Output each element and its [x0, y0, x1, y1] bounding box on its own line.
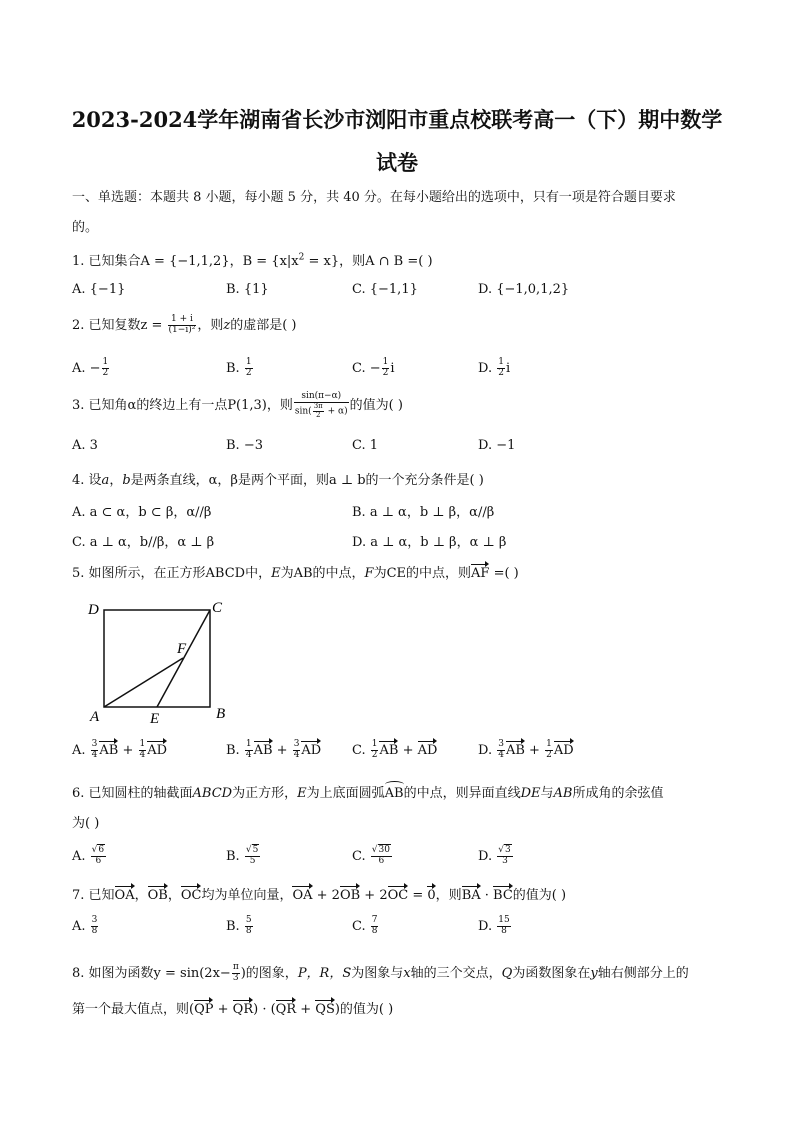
q2-option-c[interactable]: C. − $\frac{1}{2}$ i: [352, 357, 395, 378]
label-a: A: [90, 709, 100, 725]
label-f: F: [177, 641, 187, 657]
question-8-stem-cont: 第一个最大值点，则(QP + QR) · (QR + QS)的值为( ): [72, 998, 393, 1017]
q7-option-c[interactable]: C. $\frac{7}{8}$: [352, 915, 378, 936]
q5-option-a[interactable]: A. $\frac{3}{4}$ AB + $\frac{1}{4}$ AD: [72, 739, 168, 760]
q2-option-d[interactable]: D. $\frac{1}{2}$ i: [478, 357, 511, 378]
question-6-stem-cont: 为( ): [72, 816, 100, 831]
q5-option-c[interactable]: C. $\frac{1}{2}$ AB + AD: [352, 739, 438, 760]
q2-option-a[interactable]: A. − $\frac{1}{2}$: [72, 357, 109, 378]
q2-option-b[interactable]: B. $\frac{1}{2}$: [226, 357, 252, 378]
question-5-stem: 5. 如图所示，在正方形ABCD中，E为AB的中点，F为CE的中点，则AF =( ): [72, 562, 519, 581]
label-d: D: [88, 602, 99, 618]
question-8-stem: 8. 如图为函数y = sin(2x− $\frac{\pi}{3}$ )的图象，P，R，S为图象与x轴的三个交点，Q为函数图象在y轴右侧部分上的: [72, 962, 689, 983]
q3-option-b[interactable]: B. −3: [226, 438, 263, 453]
q1-option-d[interactable]: D. {−1,0,1,2}: [478, 282, 570, 297]
exam-title-line1: 2023-2024学年湖南省长沙市浏阳市重点校联考高一（下）期中数学: [71, 107, 723, 132]
q3-fraction: sin(π−α) sin( $\frac{3\pi}{2}$ + α): [294, 391, 348, 419]
section-heading: 一、单选题：本题共 8 小题，每小题 5 分，共 40 分。在每小题给出的选项中，只有一项是符合题目要求: [72, 190, 676, 205]
question-7-stem: 7. 已知OA，OB，OC均为单位向量，OA + 2OB + 2OC = 0，则BA · BC的值为( ): [72, 884, 566, 903]
q6-option-c[interactable]: C. $\frac{√30}{6}$: [352, 845, 390, 866]
q4-option-c[interactable]: C. a ⊥ α，b//β，α ⊥ β: [72, 535, 215, 550]
q3-option-c[interactable]: C. 1: [352, 438, 379, 453]
segment-ce: [157, 610, 210, 707]
section-heading-cont: 的。: [72, 220, 99, 235]
square-abcd: [104, 610, 210, 707]
question-2-stem: 2. 已知复数z = $\frac{1 + i}{\text{(1−i)²}}$ ，则z的虚部是( ): [72, 314, 297, 335]
q5-option-d[interactable]: D. $\frac{3}{4}$ AB + $\frac{1}{2}$ AD: [478, 739, 574, 760]
q1-option-a[interactable]: A. {−1}: [72, 282, 126, 297]
q1-option-b[interactable]: B. {1}: [226, 282, 269, 297]
q2-fraction: $\frac{1 + i}{\text{(1−i)²}}$: [168, 314, 196, 335]
q7-option-b[interactable]: B. $\frac{5}{8}$: [226, 915, 252, 936]
q3-option-a[interactable]: A. 3: [72, 438, 98, 453]
label-b: B: [216, 706, 226, 722]
question-4-stem: 4. 设a，b是两条直线，α，β是两个平面，则a ⊥ b的一个充分条件是( ): [72, 473, 484, 488]
q5-option-b[interactable]: B. $\frac{1}{4}$ AB + $\frac{3}{4}$ AD: [226, 739, 322, 760]
label-e: E: [150, 711, 160, 727]
q6-option-a[interactable]: A. $\frac{√6}{6}$: [72, 845, 105, 866]
q1-option-c[interactable]: C. {−1,1}: [352, 282, 418, 297]
label-c: C: [212, 600, 223, 616]
q7-option-a[interactable]: A. $\frac{3}{8}$: [72, 915, 98, 936]
q7-option-d[interactable]: D. $\frac{15}{8}$: [478, 915, 510, 936]
q4-option-b[interactable]: B. a ⊥ α，b ⊥ β，α//β: [352, 505, 495, 520]
question-1-stem: 1. 已知集合A = {−1,1,2}，$B = \{x|x^2 = x\}$，则A ∩ B =( ): [72, 252, 433, 269]
square-figure: [86, 598, 236, 728]
exam-title-line2: 试卷: [376, 150, 418, 175]
question-3-stem: 3. 已知角α的终边上有一点P(1,3)，则 sin(π−α) sin( $\frac{3\pi}{2}$ + α) 的值为( ): [72, 391, 403, 419]
q3-option-d[interactable]: D. −1: [478, 438, 516, 453]
q6-option-d[interactable]: D. $\frac{√3}{3}$: [478, 845, 511, 866]
q4-option-d[interactable]: D. a ⊥ α，b ⊥ β，α ⊥ β: [352, 535, 507, 550]
question-6-stem: 6. 已知圆柱的轴截面ABCD为正方形，E为上底面圆弧AB的中点，则异面直线DE与AB所成角的余弦值: [72, 782, 664, 801]
q4-option-a[interactable]: A. a ⊂ α，b ⊂ β，α//β: [72, 505, 212, 520]
q6-option-b[interactable]: B. $\frac{√5}{5}$: [226, 845, 259, 866]
